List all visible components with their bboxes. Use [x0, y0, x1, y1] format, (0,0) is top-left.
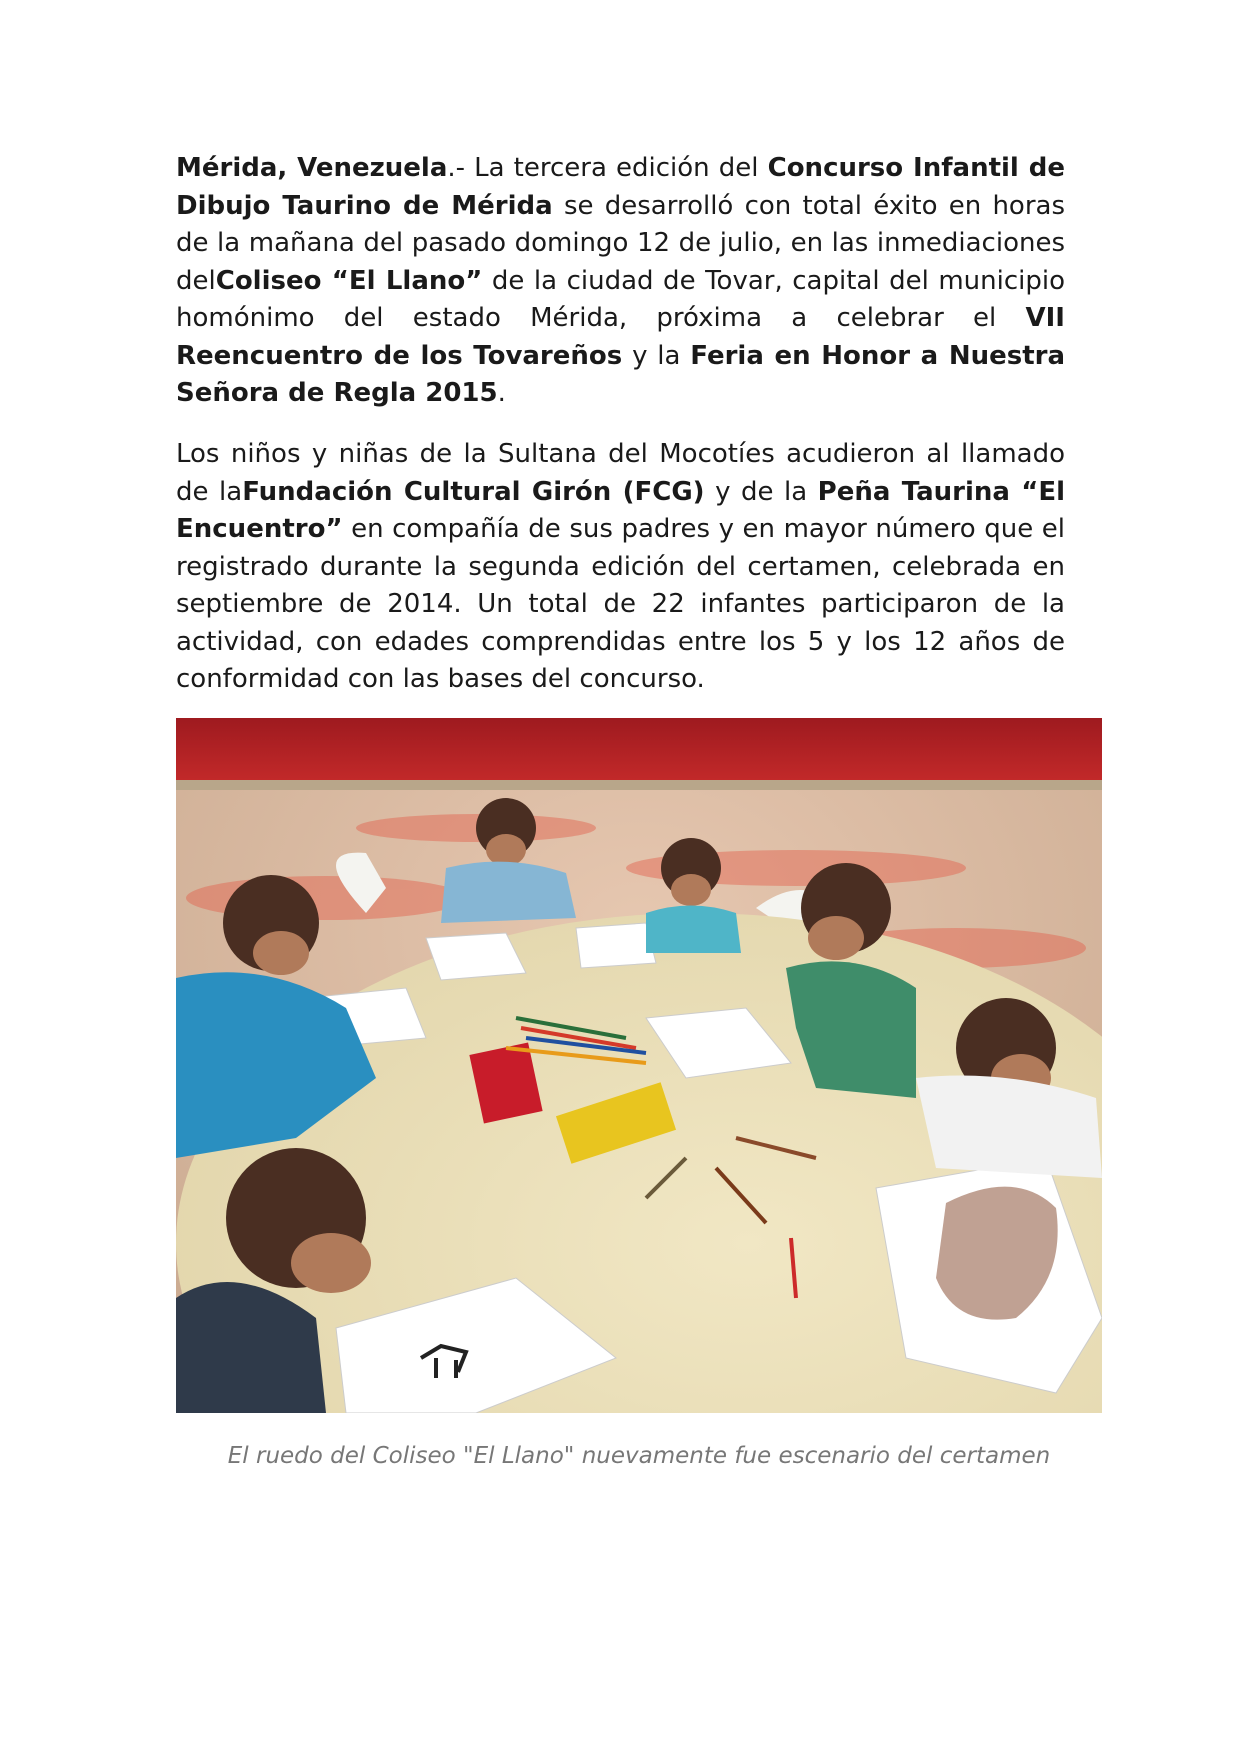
foundation-name: Fundación Cultural Girón (FCG) — [242, 476, 705, 507]
text: y la — [622, 340, 691, 371]
venue-name: Coliseo “El Llano” — [215, 265, 483, 296]
text: Los niños y niñas de la Sultana del Mocotíes acudieron al llamado de la — [176, 439, 1065, 507]
text: y de la — [704, 476, 818, 507]
dateline-place: Mérida, Venezuela — [176, 153, 448, 183]
club-name: Peña Taurina “El Encuentro” — [176, 476, 1066, 544]
text: de la ciudad de Tovar, capital del municipio homónimo del estado Mérida, próxima a celebrar el — [176, 265, 1066, 333]
children-drawing-photo — [176, 718, 1102, 1413]
article-paragraph-2 — [176, 436, 1065, 699]
event-name: VII Reencuentro de los Tovareños — [176, 303, 1065, 371]
text: en compañía de sus padres y en mayor número que el registrado durante la segunda edición del certamen, celebrada en septiembre de 2014. Un total de 22 infantes participaron de la actividad, con edades comprendidas entre los 5 y los 12 años de conformidad con las bases del concurso. — [176, 514, 1065, 694]
text: .- La tercera edición del — [447, 153, 768, 183]
article-paragraph-1 — [176, 150, 1065, 413]
text: se desarrolló con total éxito en horas de la mañana del pasado domingo 12 de julio, en las inmediaciones del — [176, 190, 1066, 296]
fair-name: Feria en Honor a Nuestra Señora de Regla 2015 — [176, 340, 1065, 408]
contest-name: Concurso Infantil de Dibujo Taurino de Mérida — [176, 153, 1065, 221]
photo-caption: El ruedo del Coliseo "El Llano" nuevamente fue escenario del certamen — [227, 1443, 1051, 1469]
text: . — [497, 378, 506, 408]
